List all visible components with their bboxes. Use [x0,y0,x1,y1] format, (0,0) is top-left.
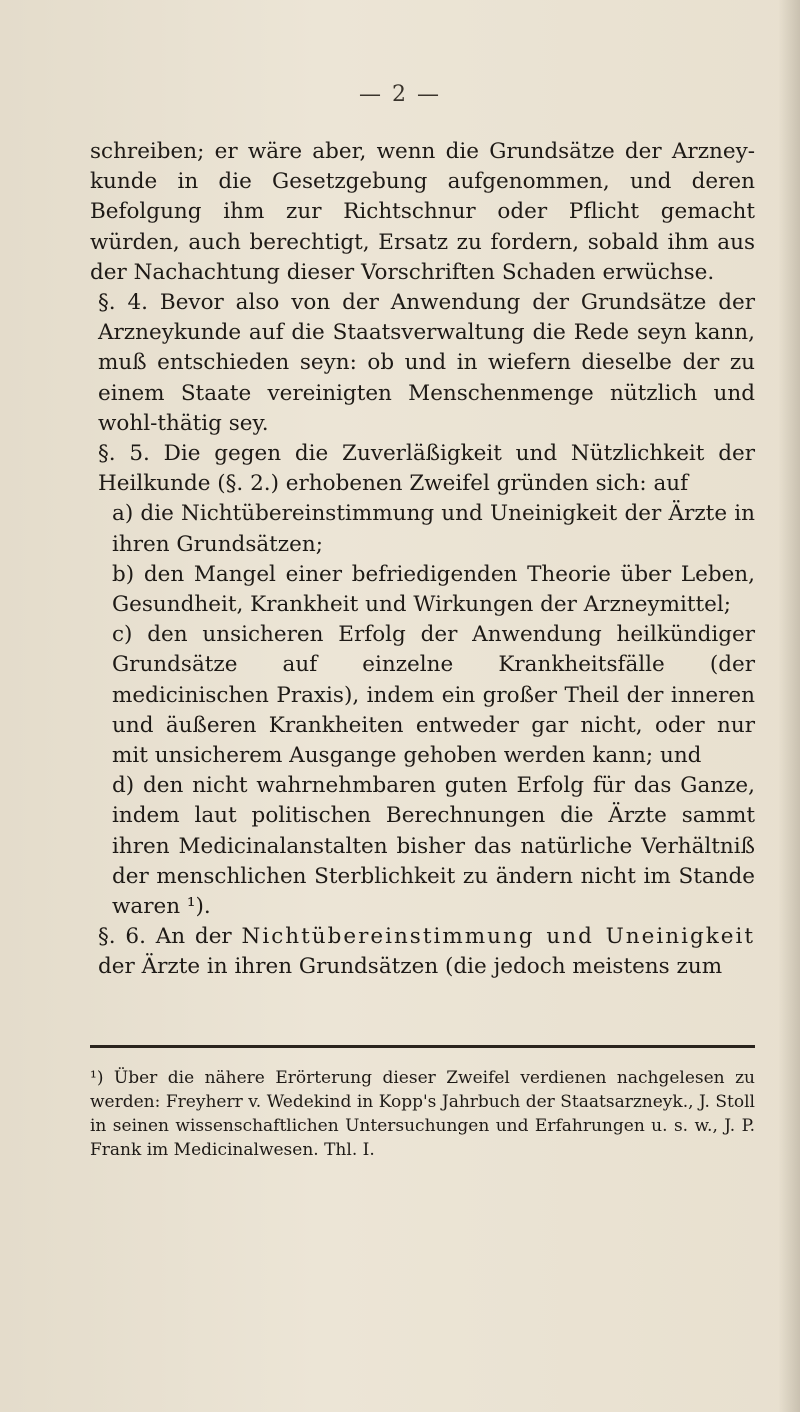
paragraph-continuation: schreiben; er wäre aber, wenn die Grundsätze der Arzney-kunde in die Gesetzgebung aufgenommen, und deren Befolgung ihm zur Richtschnur oder Pflicht gemacht würden, auch berechtigt, Ersatz zu fordern, sobald ihm aus der Nachachtung dieser Vorschriften Schaden erwüchse. [90,139,755,285]
list-item-b: b) den Mangel einer befriedigenden Theorie über Leben, Gesundheit, Krankheit und Wirkungen der Arzneymittel; [112,561,755,618]
list-item-c: c) den unsicheren Erfolg der Anwendung heilkündiger Grundsätze auf einzelne Krankheitsfälle (der medicinischen Praxis), indem ein großer Theil der inneren und äußeren Krankheiten entweder gar nicht, oder nur mit unsicherem Ausgange gehoben werden kann; und [112,622,755,769]
body-text [90,137,755,983]
page-number: — 2 — [359,82,441,107]
page-edge-shadow [778,0,800,1412]
footnote [90,1066,755,1162]
section-5-paragraph: §. 5. Die gegen die Zuverläßigkeit und Nützlichkeit der Heilkunde (§. 2.) erhobenen Zweifel gründen sich: auf [98,441,755,497]
footnote-rule [90,1045,755,1048]
section-6-end: der Ärzte in ihren Grundsätzen (die jedoch meistens zum [98,954,723,980]
footnote-text: ¹) Über die nähere Erörterung dieser Zweifel verdienen nachgelesen zu werden: Freyherr v. Wedekind in Kopp's Jahrbuch der Staatsarzneyk., J. Stoll in seinen wissenschaftlichen Untersuchungen und Erfahrungen u. s. w., J. P. Frank im Medicinalwesen. Thl. I. [90,1068,755,1160]
section-6-paragraph [90,922,755,982]
section-4-paragraph: §. 4. Bevor also von der Anwendung der Grundsätze der Arzneykunde auf die Staatsverwaltung die Rede seyn kann, muß entschieden seyn: ob und in wiefern dieselbe der zu einem Staate vereinigten Menschenmenge nützlich und wohl-thätig sey. [98,290,755,436]
section-6-start: §. 6. An der [98,924,242,950]
list-item-d: d) den nicht wahrnehmbaren guten Erfolg für das Ganze, indem laut politischen Berechnungen die Ärzte sammt ihren Medicinalanstalten bisher das natürliche Verhältniß der menschlichen Sterblichkeit zu ändern nicht im Stande waren ¹). [112,773,755,920]
list-item-a: a) die Nichtübereinstimmung und Uneinigkeit der Ärzte in ihren Grundsätzen; [112,501,755,557]
section-6-spaced-emphasis: Nichtübereinstimmung und Uneinigkeit [241,924,755,950]
